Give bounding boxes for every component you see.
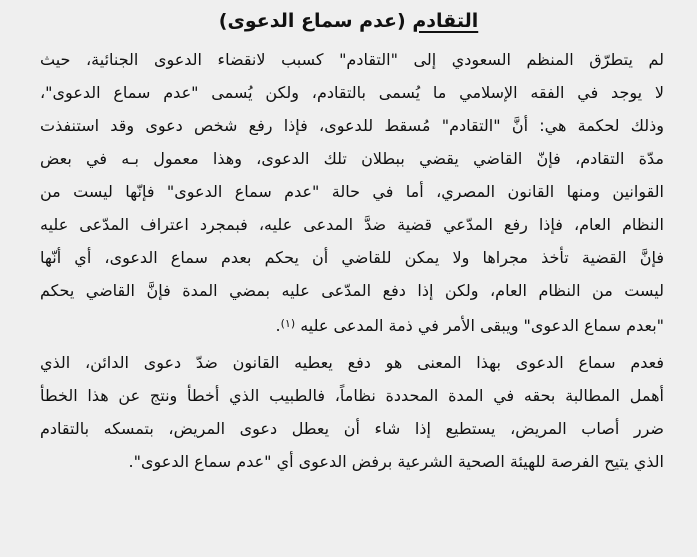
text-line-last: الذي يتيح الفرصة للهيئة الصحية الشرعية برفض الدعوى أي "عدم سماع الدعوى". — [128, 452, 664, 471]
text-line: لا يوجد في الفقه الإسلامي ما يُسمى بالتقادم، ولكن يُسمى "عدم سماع الدعوى"، — [40, 83, 664, 102]
sentence-end: . — [275, 316, 281, 335]
text-line: فإنَّ القضية تأخذ مجراها ولا يمكن للقاضي أن يحكم بعدم سماع الدعوى، أي أنّها — [40, 248, 664, 267]
text-line: لم يتطرّق المنظم السعودي إلى "التقادم" كسبب لانقضاء الدعوى الجنائية، حيث — [40, 50, 664, 69]
text-line: أهمل المطالبة بحقه في المدة المحددة نظاماً، فالطبيب الذي أخطأ ونتج عن هذا الخطأ — [40, 386, 664, 405]
text-line: ضرر أصاب المريض، يستطيع إذا شاء أن يعطل دعوى المريض، بتمسكه بالتقادم — [40, 419, 664, 438]
text-line: ليست من النظام العام، ولكن إذا دفع المدّعى عليه بمضي المدة فإنَّ القاضي يحكم — [40, 281, 664, 300]
text-line: مدّة التقادم، فإنّ القاضي يقضي ببطلان تلك الدعوى، وهذا معمول بـه في بعض — [40, 149, 664, 168]
footnote-marker: (١) — [280, 317, 296, 330]
title-main: التقادم — [412, 10, 479, 32]
text-line: النظام العام، فإذا رفع المدّعي قضية ضدَّ المدعى عليه، فبمجرد اعتراف المدّعى عليه — [40, 215, 664, 234]
text-line: القوانين ومنها القانون المصري، أما في حالة "عدم سماع الدعوى" فإنّها ليست من — [40, 182, 664, 201]
text-line-last — [40, 310, 664, 340]
text-line-last-body: "بعدم سماع الدعوى" ويبقى الأمر في ذمة المدعى عليه — [300, 316, 664, 335]
title-subtitle: (عدم سماع الدعوى) — [218, 10, 406, 32]
text-line: وذلك لحكمة هي: أنَّ "التقادم" مُسقط للدعوى، فإذا رفع شخص دعوى وقد استنفذت — [40, 116, 664, 135]
text-line: فعدم سماع الدعوى بهذا المعنى هو دفع يعطيه القانون ضدّ دعوى الدائن، الذي — [40, 353, 664, 372]
document-title — [0, 6, 697, 36]
